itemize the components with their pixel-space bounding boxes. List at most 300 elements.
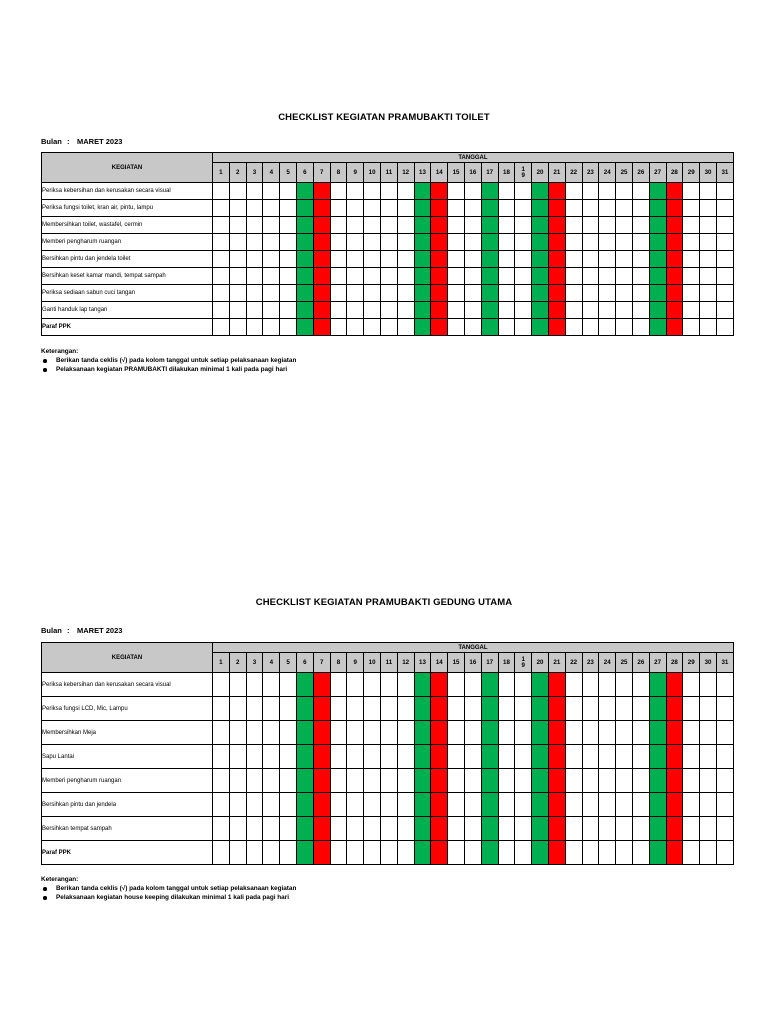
check-cell[interactable] <box>397 769 414 793</box>
check-cell[interactable] <box>649 268 666 285</box>
check-cell[interactable] <box>280 234 297 251</box>
check-cell[interactable] <box>515 251 532 268</box>
check-cell[interactable] <box>683 217 700 234</box>
check-cell[interactable] <box>515 319 532 336</box>
check-cell[interactable] <box>263 217 280 234</box>
check-cell[interactable] <box>515 302 532 319</box>
check-cell[interactable] <box>548 841 565 865</box>
check-cell[interactable] <box>716 721 733 745</box>
check-cell[interactable] <box>213 793 230 817</box>
check-cell[interactable] <box>582 319 599 336</box>
check-cell[interactable] <box>548 745 565 769</box>
check-cell[interactable] <box>532 817 549 841</box>
check-cell[interactable] <box>515 793 532 817</box>
check-cell[interactable] <box>229 302 246 319</box>
check-cell[interactable] <box>414 285 431 302</box>
check-cell[interactable] <box>532 234 549 251</box>
check-cell[interactable] <box>414 217 431 234</box>
check-cell[interactable] <box>448 841 465 865</box>
check-cell[interactable] <box>599 721 616 745</box>
check-cell[interactable] <box>481 745 498 769</box>
check-cell[interactable] <box>296 285 313 302</box>
check-cell[interactable] <box>380 217 397 234</box>
check-cell[interactable] <box>364 285 381 302</box>
check-cell[interactable] <box>213 817 230 841</box>
check-cell[interactable] <box>515 183 532 200</box>
check-cell[interactable] <box>263 302 280 319</box>
check-cell[interactable] <box>582 793 599 817</box>
check-cell[interactable] <box>616 217 633 234</box>
check-cell[interactable] <box>599 285 616 302</box>
check-cell[interactable] <box>313 183 330 200</box>
check-cell[interactable] <box>716 745 733 769</box>
check-cell[interactable] <box>700 319 717 336</box>
check-cell[interactable] <box>364 673 381 697</box>
check-cell[interactable] <box>616 841 633 865</box>
check-cell[interactable] <box>700 721 717 745</box>
check-cell[interactable] <box>498 721 515 745</box>
check-cell[interactable] <box>481 183 498 200</box>
check-cell[interactable] <box>532 251 549 268</box>
check-cell[interactable] <box>431 217 448 234</box>
check-cell[interactable] <box>683 251 700 268</box>
check-cell[interactable] <box>246 673 263 697</box>
check-cell[interactable] <box>582 268 599 285</box>
check-cell[interactable] <box>481 200 498 217</box>
check-cell[interactable] <box>498 285 515 302</box>
check-cell[interactable] <box>666 217 683 234</box>
check-cell[interactable] <box>683 769 700 793</box>
check-cell[interactable] <box>666 268 683 285</box>
check-cell[interactable] <box>464 183 481 200</box>
check-cell[interactable] <box>330 721 347 745</box>
check-cell[interactable] <box>565 841 582 865</box>
check-cell[interactable] <box>649 302 666 319</box>
check-cell[interactable] <box>565 745 582 769</box>
check-cell[interactable] <box>464 673 481 697</box>
check-cell[interactable] <box>448 745 465 769</box>
check-cell[interactable] <box>246 285 263 302</box>
check-cell[interactable] <box>716 183 733 200</box>
check-cell[interactable] <box>666 285 683 302</box>
check-cell[interactable] <box>616 673 633 697</box>
check-cell[interactable] <box>330 793 347 817</box>
check-cell[interactable] <box>548 769 565 793</box>
check-cell[interactable] <box>582 302 599 319</box>
check-cell[interactable] <box>364 200 381 217</box>
check-cell[interactable] <box>548 721 565 745</box>
check-cell[interactable] <box>313 302 330 319</box>
check-cell[interactable] <box>565 234 582 251</box>
check-cell[interactable] <box>397 673 414 697</box>
check-cell[interactable] <box>481 721 498 745</box>
check-cell[interactable] <box>532 769 549 793</box>
check-cell[interactable] <box>498 183 515 200</box>
check-cell[interactable] <box>263 817 280 841</box>
check-cell[interactable] <box>700 697 717 721</box>
check-cell[interactable] <box>548 251 565 268</box>
check-cell[interactable] <box>599 745 616 769</box>
check-cell[interactable] <box>229 251 246 268</box>
check-cell[interactable] <box>683 234 700 251</box>
check-cell[interactable] <box>515 217 532 234</box>
check-cell[interactable] <box>649 319 666 336</box>
check-cell[interactable] <box>263 673 280 697</box>
check-cell[interactable] <box>464 841 481 865</box>
check-cell[interactable] <box>213 217 230 234</box>
check-cell[interactable] <box>263 268 280 285</box>
check-cell[interactable] <box>213 251 230 268</box>
check-cell[interactable] <box>683 841 700 865</box>
check-cell[interactable] <box>666 817 683 841</box>
check-cell[interactable] <box>280 817 297 841</box>
check-cell[interactable] <box>616 251 633 268</box>
check-cell[interactable] <box>448 217 465 234</box>
check-cell[interactable] <box>364 217 381 234</box>
check-cell[interactable] <box>414 697 431 721</box>
check-cell[interactable] <box>380 745 397 769</box>
check-cell[interactable] <box>431 769 448 793</box>
check-cell[interactable] <box>448 234 465 251</box>
check-cell[interactable] <box>229 200 246 217</box>
check-cell[interactable] <box>532 673 549 697</box>
check-cell[interactable] <box>397 285 414 302</box>
check-cell[interactable] <box>464 769 481 793</box>
check-cell[interactable] <box>548 817 565 841</box>
check-cell[interactable] <box>364 745 381 769</box>
check-cell[interactable] <box>515 268 532 285</box>
check-cell[interactable] <box>347 217 364 234</box>
check-cell[interactable] <box>515 769 532 793</box>
check-cell[interactable] <box>700 268 717 285</box>
check-cell[interactable] <box>229 817 246 841</box>
check-cell[interactable] <box>414 769 431 793</box>
check-cell[interactable] <box>565 302 582 319</box>
check-cell[interactable] <box>666 769 683 793</box>
check-cell[interactable] <box>599 183 616 200</box>
check-cell[interactable] <box>213 745 230 769</box>
check-cell[interactable] <box>414 302 431 319</box>
check-cell[interactable] <box>313 793 330 817</box>
check-cell[interactable] <box>414 721 431 745</box>
check-cell[interactable] <box>700 234 717 251</box>
check-cell[interactable] <box>347 234 364 251</box>
check-cell[interactable] <box>582 697 599 721</box>
check-cell[interactable] <box>330 183 347 200</box>
check-cell[interactable] <box>380 251 397 268</box>
check-cell[interactable] <box>582 234 599 251</box>
check-cell[interactable] <box>700 793 717 817</box>
check-cell[interactable] <box>532 302 549 319</box>
check-cell[interactable] <box>599 251 616 268</box>
check-cell[interactable] <box>229 721 246 745</box>
check-cell[interactable] <box>565 268 582 285</box>
check-cell[interactable] <box>498 217 515 234</box>
check-cell[interactable] <box>632 721 649 745</box>
check-cell[interactable] <box>666 302 683 319</box>
check-cell[interactable] <box>448 268 465 285</box>
check-cell[interactable] <box>330 234 347 251</box>
check-cell[interactable] <box>498 745 515 769</box>
check-cell[interactable] <box>246 251 263 268</box>
check-cell[interactable] <box>296 745 313 769</box>
check-cell[interactable] <box>532 200 549 217</box>
check-cell[interactable] <box>448 793 465 817</box>
check-cell[interactable] <box>515 745 532 769</box>
check-cell[interactable] <box>313 285 330 302</box>
check-cell[interactable] <box>666 745 683 769</box>
check-cell[interactable] <box>313 234 330 251</box>
check-cell[interactable] <box>296 268 313 285</box>
check-cell[interactable] <box>548 200 565 217</box>
check-cell[interactable] <box>347 841 364 865</box>
check-cell[interactable] <box>448 721 465 745</box>
check-cell[interactable] <box>414 673 431 697</box>
check-cell[interactable] <box>380 673 397 697</box>
check-cell[interactable] <box>364 769 381 793</box>
check-cell[interactable] <box>414 234 431 251</box>
check-cell[interactable] <box>397 319 414 336</box>
check-cell[interactable] <box>515 721 532 745</box>
check-cell[interactable] <box>700 769 717 793</box>
check-cell[interactable] <box>280 697 297 721</box>
check-cell[interactable] <box>498 319 515 336</box>
check-cell[interactable] <box>498 673 515 697</box>
check-cell[interactable] <box>397 200 414 217</box>
check-cell[interactable] <box>397 234 414 251</box>
check-cell[interactable] <box>481 268 498 285</box>
check-cell[interactable] <box>515 673 532 697</box>
check-cell[interactable] <box>448 251 465 268</box>
check-cell[interactable] <box>632 251 649 268</box>
check-cell[interactable] <box>464 697 481 721</box>
check-cell[interactable] <box>716 268 733 285</box>
check-cell[interactable] <box>330 697 347 721</box>
check-cell[interactable] <box>700 285 717 302</box>
check-cell[interactable] <box>616 769 633 793</box>
check-cell[interactable] <box>616 697 633 721</box>
check-cell[interactable] <box>330 268 347 285</box>
check-cell[interactable] <box>683 183 700 200</box>
check-cell[interactable] <box>548 319 565 336</box>
check-cell[interactable] <box>229 697 246 721</box>
check-cell[interactable] <box>481 697 498 721</box>
check-cell[interactable] <box>431 697 448 721</box>
check-cell[interactable] <box>716 285 733 302</box>
check-cell[interactable] <box>280 302 297 319</box>
check-cell[interactable] <box>280 183 297 200</box>
check-cell[interactable] <box>330 745 347 769</box>
check-cell[interactable] <box>599 319 616 336</box>
check-cell[interactable] <box>313 769 330 793</box>
check-cell[interactable] <box>515 841 532 865</box>
check-cell[interactable] <box>263 721 280 745</box>
check-cell[interactable] <box>246 721 263 745</box>
check-cell[interactable] <box>229 285 246 302</box>
check-cell[interactable] <box>364 268 381 285</box>
check-cell[interactable] <box>263 200 280 217</box>
check-cell[interactable] <box>532 285 549 302</box>
check-cell[interactable] <box>464 217 481 234</box>
check-cell[interactable] <box>683 268 700 285</box>
check-cell[interactable] <box>414 268 431 285</box>
check-cell[interactable] <box>649 793 666 817</box>
check-cell[interactable] <box>313 817 330 841</box>
check-cell[interactable] <box>263 319 280 336</box>
check-cell[interactable] <box>347 200 364 217</box>
check-cell[interactable] <box>700 251 717 268</box>
check-cell[interactable] <box>683 673 700 697</box>
check-cell[interactable] <box>649 673 666 697</box>
check-cell[interactable] <box>364 319 381 336</box>
check-cell[interactable] <box>364 793 381 817</box>
check-cell[interactable] <box>464 319 481 336</box>
check-cell[interactable] <box>481 817 498 841</box>
check-cell[interactable] <box>464 200 481 217</box>
check-cell[interactable] <box>565 697 582 721</box>
check-cell[interactable] <box>716 673 733 697</box>
check-cell[interactable] <box>414 183 431 200</box>
check-cell[interactable] <box>548 217 565 234</box>
check-cell[interactable] <box>649 200 666 217</box>
check-cell[interactable] <box>498 234 515 251</box>
check-cell[interactable] <box>481 285 498 302</box>
check-cell[interactable] <box>498 697 515 721</box>
check-cell[interactable] <box>347 302 364 319</box>
check-cell[interactable] <box>498 793 515 817</box>
check-cell[interactable] <box>481 302 498 319</box>
check-cell[interactable] <box>498 841 515 865</box>
check-cell[interactable] <box>582 841 599 865</box>
check-cell[interactable] <box>700 817 717 841</box>
check-cell[interactable] <box>431 673 448 697</box>
check-cell[interactable] <box>649 234 666 251</box>
check-cell[interactable] <box>213 268 230 285</box>
check-cell[interactable] <box>213 697 230 721</box>
check-cell[interactable] <box>716 817 733 841</box>
check-cell[interactable] <box>347 285 364 302</box>
check-cell[interactable] <box>330 302 347 319</box>
check-cell[interactable] <box>296 769 313 793</box>
check-cell[interactable] <box>380 721 397 745</box>
check-cell[interactable] <box>448 200 465 217</box>
check-cell[interactable] <box>632 302 649 319</box>
check-cell[interactable] <box>347 319 364 336</box>
check-cell[interactable] <box>313 673 330 697</box>
check-cell[interactable] <box>616 745 633 769</box>
check-cell[interactable] <box>599 268 616 285</box>
check-cell[interactable] <box>464 302 481 319</box>
check-cell[interactable] <box>414 793 431 817</box>
check-cell[interactable] <box>431 251 448 268</box>
check-cell[interactable] <box>632 817 649 841</box>
check-cell[interactable] <box>582 769 599 793</box>
check-cell[interactable] <box>632 217 649 234</box>
check-cell[interactable] <box>246 745 263 769</box>
check-cell[interactable] <box>431 268 448 285</box>
check-cell[interactable] <box>548 268 565 285</box>
check-cell[interactable] <box>414 319 431 336</box>
check-cell[interactable] <box>364 302 381 319</box>
check-cell[interactable] <box>515 285 532 302</box>
check-cell[interactable] <box>565 183 582 200</box>
check-cell[interactable] <box>632 793 649 817</box>
check-cell[interactable] <box>700 200 717 217</box>
check-cell[interactable] <box>330 251 347 268</box>
check-cell[interactable] <box>565 285 582 302</box>
check-cell[interactable] <box>649 251 666 268</box>
check-cell[interactable] <box>498 302 515 319</box>
check-cell[interactable] <box>246 793 263 817</box>
check-cell[interactable] <box>649 285 666 302</box>
check-cell[interactable] <box>649 769 666 793</box>
check-cell[interactable] <box>666 697 683 721</box>
check-cell[interactable] <box>213 721 230 745</box>
check-cell[interactable] <box>347 793 364 817</box>
check-cell[interactable] <box>666 673 683 697</box>
check-cell[interactable] <box>632 697 649 721</box>
check-cell[interactable] <box>330 319 347 336</box>
check-cell[interactable] <box>481 234 498 251</box>
check-cell[interactable] <box>565 200 582 217</box>
check-cell[interactable] <box>380 183 397 200</box>
check-cell[interactable] <box>649 841 666 865</box>
check-cell[interactable] <box>481 319 498 336</box>
check-cell[interactable] <box>364 251 381 268</box>
check-cell[interactable] <box>313 251 330 268</box>
check-cell[interactable] <box>246 697 263 721</box>
check-cell[interactable] <box>330 841 347 865</box>
check-cell[interactable] <box>229 217 246 234</box>
check-cell[interactable] <box>532 217 549 234</box>
check-cell[interactable] <box>649 745 666 769</box>
check-cell[interactable] <box>716 769 733 793</box>
check-cell[interactable] <box>380 285 397 302</box>
check-cell[interactable] <box>616 183 633 200</box>
check-cell[interactable] <box>313 841 330 865</box>
check-cell[interactable] <box>599 697 616 721</box>
check-cell[interactable] <box>263 285 280 302</box>
check-cell[interactable] <box>683 745 700 769</box>
check-cell[interactable] <box>565 769 582 793</box>
check-cell[interactable] <box>716 217 733 234</box>
check-cell[interactable] <box>716 319 733 336</box>
check-cell[interactable] <box>347 745 364 769</box>
check-cell[interactable] <box>364 234 381 251</box>
check-cell[interactable] <box>599 769 616 793</box>
check-cell[interactable] <box>397 721 414 745</box>
check-cell[interactable] <box>280 319 297 336</box>
check-cell[interactable] <box>700 183 717 200</box>
check-cell[interactable] <box>229 673 246 697</box>
check-cell[interactable] <box>431 200 448 217</box>
check-cell[interactable] <box>246 769 263 793</box>
check-cell[interactable] <box>448 319 465 336</box>
check-cell[interactable] <box>213 319 230 336</box>
check-cell[interactable] <box>666 841 683 865</box>
check-cell[interactable] <box>616 302 633 319</box>
check-cell[interactable] <box>296 200 313 217</box>
check-cell[interactable] <box>683 319 700 336</box>
check-cell[interactable] <box>213 673 230 697</box>
check-cell[interactable] <box>229 745 246 769</box>
check-cell[interactable] <box>599 217 616 234</box>
check-cell[interactable] <box>364 817 381 841</box>
check-cell[interactable] <box>364 697 381 721</box>
check-cell[interactable] <box>632 200 649 217</box>
check-cell[interactable] <box>649 721 666 745</box>
check-cell[interactable] <box>246 319 263 336</box>
